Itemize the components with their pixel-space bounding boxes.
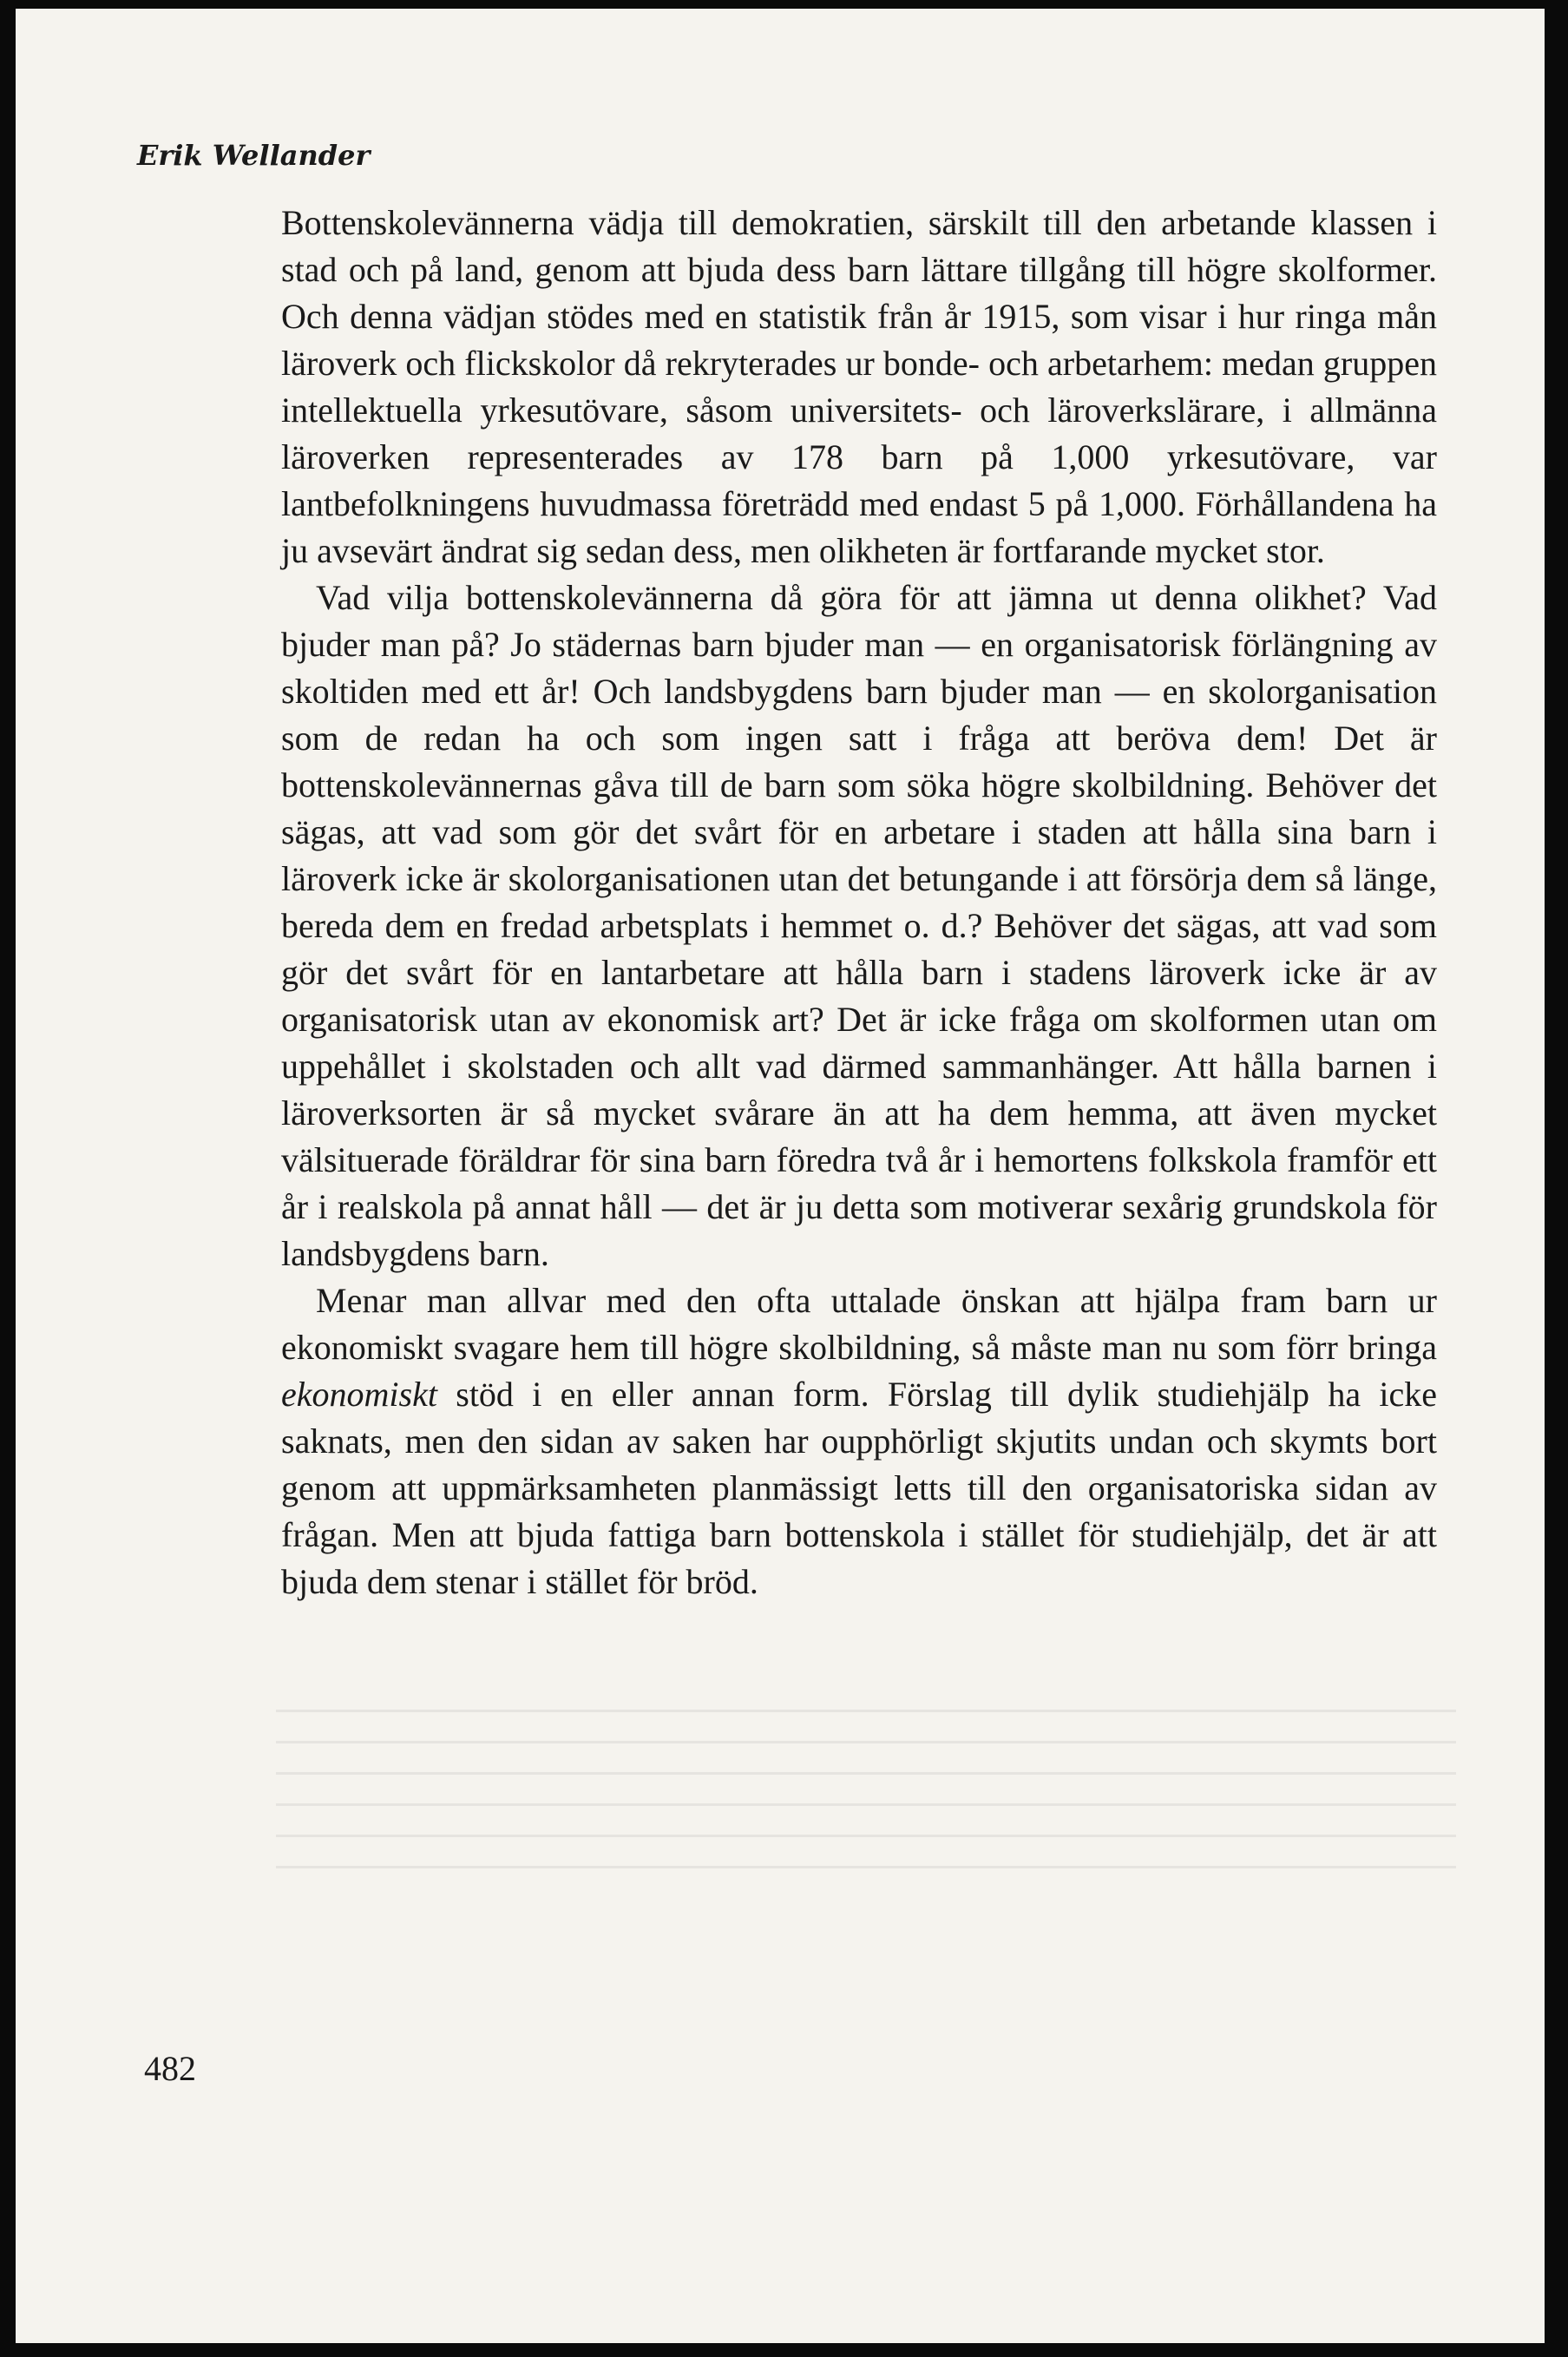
page-number: 482: [144, 2049, 196, 2088]
show-through-texture: [276, 1710, 1456, 1883]
article-body: [281, 200, 1437, 1605]
paragraph-3: [281, 1277, 1437, 1605]
emphasis-ekonomiskt: ekonomiskt: [281, 1375, 437, 1414]
page-sheet: [16, 9, 1545, 2343]
running-head-author: Erik Wellander: [137, 139, 371, 172]
paragraph-3-start: Menar man allvar med den ofta uttalade önskan att hjälpa fram barn ur ekonomiskt svagare hem till högre skolbildning, så måste man nu som förr bringa: [281, 1281, 1437, 1367]
paragraph-1: Bottenskolevännerna vädja till demokratien, särskilt till den arbetande klassen i stad och på land, genom att bjuda dess barn lättare tillgång till högre skolformer. Och denna vädjan stödes med en statistik från år 1915, som visar i hur ringa mån läroverk och flickskolor då rekryterades ur bonde- och arbetarhem: medan gruppen intellektuella yrkesutövare, såsom universitets- och läroverkslärare, i allmänna läroverken representerades av 178 barn på 1,000 yrkesutövare, var lantbefolkningens huvudmassa företrädd med endast 5 på 1,000. Förhållandena ha ju avsevärt ändrat sig sedan dess, men olikheten är fortfarande mycket stor.: [281, 203, 1437, 570]
paragraph-3-end: stöd i en eller annan form. Förslag till dylik studiehjälp ha icke saknats, men den sidan av saken har oupphörligt skjutits undan och skymts bort genom att uppmärksamheten planmässigt letts till den organisatoriska sidan av frågan. Men att bjuda fattiga barn bottenskola i stället för studiehjälp, det är att bjuda dem stenar i stället för bröd.: [281, 1375, 1437, 1601]
paragraph-2: Vad vilja bottenskolevännerna då göra för att jämna ut denna olikhet? Vad bjuder man på? Jo städernas barn bjuder man — en organisatorisk förlängning av skoltiden med ett år! Och landsbygdens barn bjuder man — en skolorganisation som de redan ha och som ingen satt i fråga att beröva dem! Det är bottenskolevännernas gåva till de barn som söka högre skolbildning. Behöver det sägas, att vad som gör det svårt för en arbetare i staden att hålla sina barn i läroverk icke är skolorganisationen utan det betungande i att försörja dem så länge, bereda dem en fredad arbetsplats i hemmet o. d.? Behöver det sägas, att vad som gör det svårt för en lantarbetare att hålla barn i stadens läroverk icke är av organisatorisk utan av ekonomisk art? Det är icke fråga om skolformen utan om uppehållet i skolstaden och allt vad därmed sammanhänger. Att hålla barnen i läroverksorten är så mycket svårare än att ha dem hemma, att även mycket välsituerade föräldrar för sina barn föredra två år i hemortens folkskola framför ett år i realskola på annat håll — det är ju detta som motiverar sexårig grundskola för landsbygdens barn.: [281, 578, 1437, 1273]
